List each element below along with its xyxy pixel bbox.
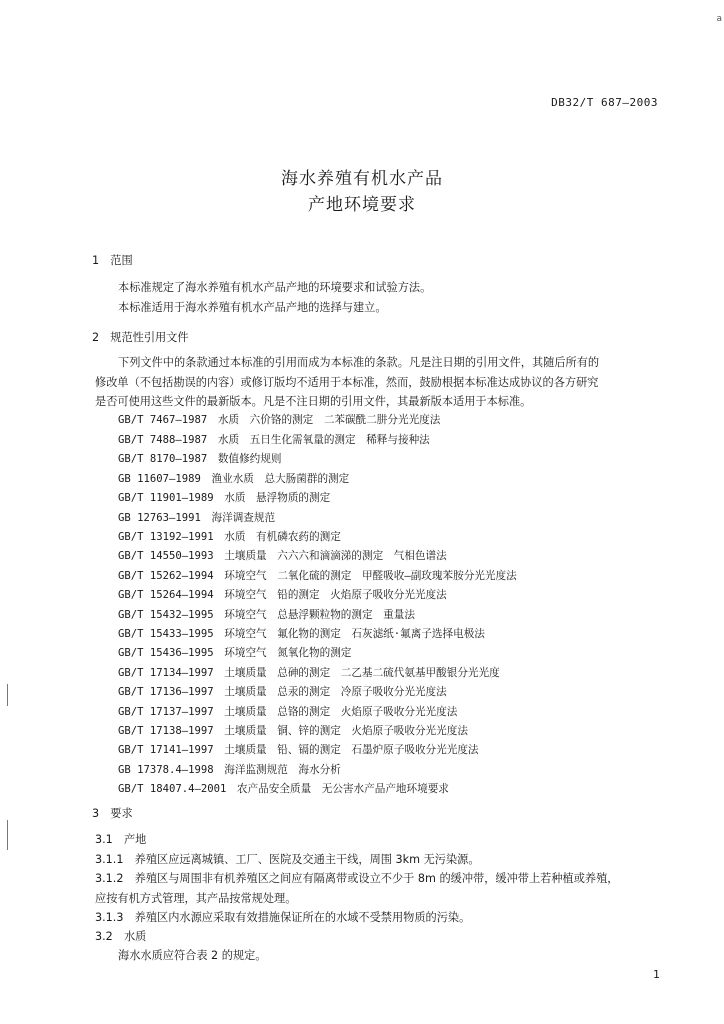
reference-item: GB/T 18407.4—2001 农产品安全质量 无公害水产品产地环境要求 (118, 783, 449, 795)
document-title-line-1: 海水养殖有机水产品 (281, 169, 443, 189)
section-heading-normative-references: 2 规范性引用文件 (92, 331, 189, 344)
corner-mark: a (716, 14, 722, 24)
section-heading-requirements: 3 要求 (92, 807, 133, 820)
clause: 3.1.1 养殖区应远离城镇、工厂、医院及交通主干线，周围 3km 无污染源。 (95, 853, 480, 866)
paragraph: 本标准适用于海水养殖有机水产品产地的选择与建立。 (118, 301, 387, 314)
reference-item: GB/T 15262—1994 环境空气 二氧化硫的测定 甲醛吸收—副玫瑰苯胺分光光度法 (118, 570, 517, 582)
reference-item: GB 12763—1991 海洋调查规范 (118, 512, 276, 524)
reference-item: GB/T 17137—1997 土壤质量 总铬的测定 火焰原子吸收分光光度法 (118, 706, 458, 718)
section-heading-scope: 1 范围 (92, 254, 133, 267)
reference-item: GB 17378.4—1998 海洋监测规范 海水分析 (118, 764, 341, 776)
page-number: 1 (653, 968, 660, 981)
clause: 3.1.3 养殖区内水源应采取有效措施保证所在的水域不受禁用物质的污染。 (95, 911, 471, 924)
scan-mark (7, 684, 8, 706)
reference-item: GB/T 8170—1987 数值修约规则 (118, 453, 282, 465)
document-title-line-2: 产地环境要求 (308, 195, 416, 215)
standard-code: DB32/T 687—2003 (551, 96, 658, 109)
paragraph: 修改单（不包括勘误的内容）或修订版均不适用于本标准，然而，鼓励根据本标准达成协议的各方研究 (95, 376, 599, 389)
reference-item: GB 11607—1989 渔业水质 总大肠菌群的测定 (118, 473, 350, 485)
reference-item: GB/T 17136—1997 土壤质量 总汞的测定 冷原子吸收分光光度法 (118, 686, 447, 698)
reference-item: GB/T 7467—1987 水质 六价铬的测定 二苯碳酰二肼分光光度法 (118, 414, 441, 426)
reference-item: GB/T 15432—1995 环境空气 总悬浮颗粒物的测定 重量法 (118, 609, 415, 621)
paragraph: 下列文件中的条款通过本标准的引用而成为本标准的条款。凡是注日期的引用文件，其随后所有的 (118, 356, 600, 369)
clause: 海水水质应符合表 2 的规定。 (118, 949, 267, 962)
reference-item: GB/T 11901—1989 水质 悬浮物质的测定 (118, 492, 331, 504)
reference-item: GB/T 7488—1987 水质 五日生化需氧量的测定 稀释与接种法 (118, 434, 430, 446)
reference-item: GB/T 17138—1997 土壤质量 铜、锌的测定 火焰原子吸收分光光度法 (118, 725, 468, 737)
subsection-heading: 3.2 水质 (95, 930, 147, 943)
subsection-heading: 3.1 产地 (95, 833, 147, 846)
paragraph: 是否可使用这些文件的最新版本。凡是不注日期的引用文件，其最新版本适用于本标准。 (95, 395, 532, 408)
reference-item: GB/T 14550—1993 土壤质量 六六六和滴滴涕的测定 气相色谱法 (118, 550, 447, 562)
clause: 3.1.2 养殖区与周围非有机养殖区之间应有隔离带或设立不少于 8m 的缓冲带，缓冲带上若种植或养殖， (95, 872, 619, 885)
paragraph: 本标准规定了海水养殖有机水产品产地的环境要求和试验方法。 (118, 281, 432, 294)
reference-item: GB/T 17141—1997 土壤质量 铅、镉的测定 石墨炉原子吸收分光光度法 (118, 744, 479, 756)
reference-item: GB/T 13192—1991 水质 有机磷农药的测定 (118, 531, 341, 543)
scan-mark (7, 820, 8, 850)
reference-item: GB/T 15436—1995 环境空气 氮氧化物的测定 (118, 647, 352, 659)
reference-item: GB/T 15264—1994 环境空气 铅的测定 火焰原子吸收分光光度法 (118, 589, 447, 601)
clause: 应按有机方式管理，其产品按常规处理。 (95, 892, 297, 905)
reference-item: GB/T 15433—1995 环境空气 氟化物的测定 石灰滤纸·氟离子选择电极法 (118, 628, 485, 640)
reference-item: GB/T 17134—1997 土壤质量 总砷的测定 二乙基二硫代氨基甲酸银分光光度 (118, 667, 500, 679)
